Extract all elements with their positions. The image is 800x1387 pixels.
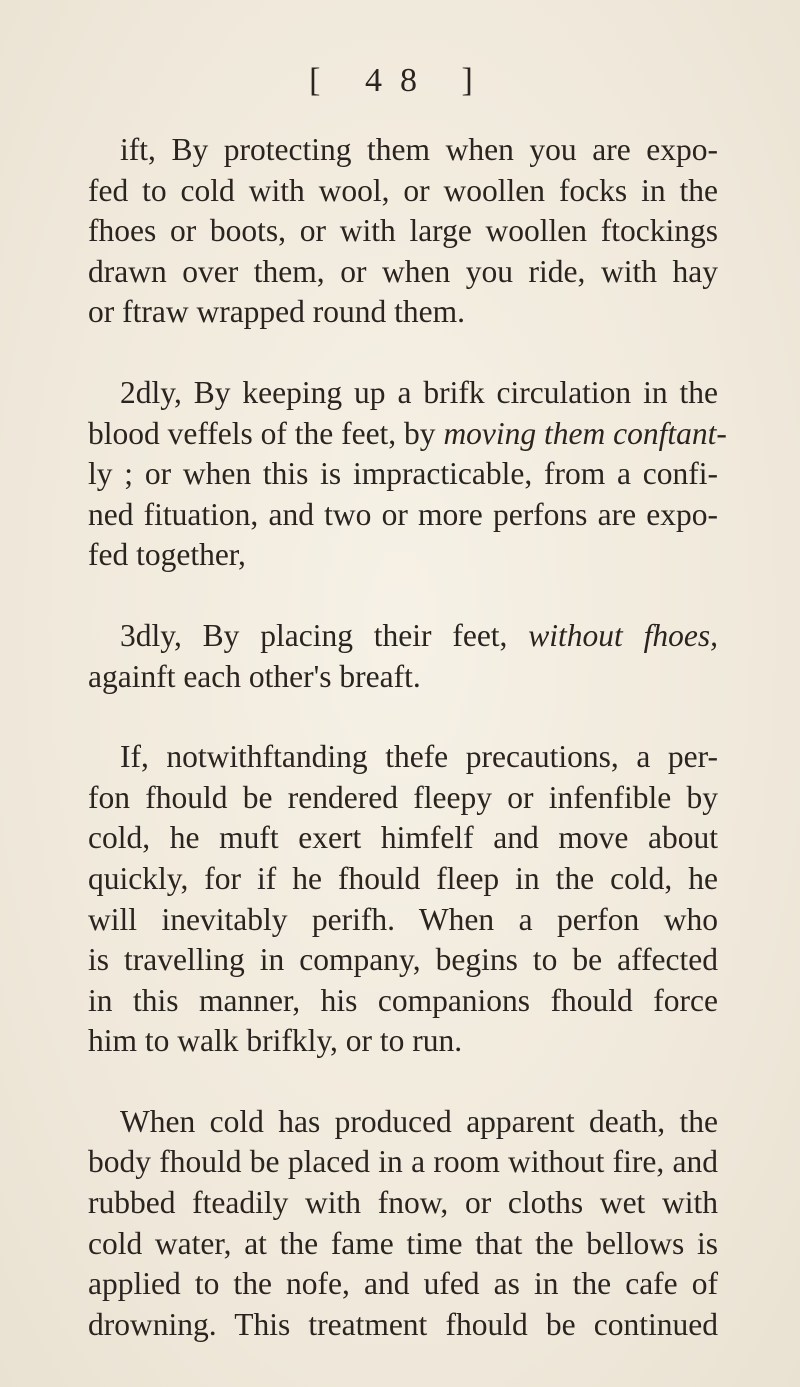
text-line: fon fhould be rendered fleepy or infenfible by — [88, 779, 718, 815]
text-line: cold water, at the fame time that the bellows is — [88, 1225, 718, 1261]
text-line: or ftraw wrapped round them. — [88, 294, 466, 330]
body-text — [88, 130, 727, 1345]
paragraph-3 — [88, 616, 718, 697]
text-line: applied to the nofe, and ufed as in the cafe of — [88, 1266, 718, 1302]
page-number-header: [ 48 ] — [309, 62, 491, 99]
text-segment: 3dly, By placing their feet, — [120, 617, 529, 653]
text-line: fhoes or boots, or with large woollen ftockings — [88, 213, 718, 249]
text-line: ned fituation, and two or more perfons are expo- — [88, 496, 718, 532]
paragraph-1 — [88, 130, 718, 333]
text-line: 2dly, By keeping up a brifk circulation in the — [120, 374, 718, 410]
text-line: When cold has produced apparent death, the — [120, 1103, 718, 1139]
text-line: rubbed fteadily with fnow, or cloths wet with — [88, 1185, 718, 1221]
text-line: him to walk brifkly, or to run. — [88, 1023, 463, 1059]
paragraph-2 — [88, 373, 727, 576]
text-line: cold, he muft exert himfelf and move about — [88, 820, 718, 856]
italic-text: without fhoes, — [528, 617, 718, 653]
text-line — [88, 414, 727, 455]
text-line: ift, By protecting them when you are expo- — [120, 132, 718, 167]
text-line: drowning. This treatment fhould be continued — [88, 1306, 718, 1342]
text-line: againft each other's breaft. — [88, 658, 421, 694]
text-line: If, notwithftanding thefe precautions, a per- — [120, 739, 718, 775]
paragraph-4 — [88, 737, 718, 1062]
text-segment: blood veffels of the feet, by — [88, 415, 444, 451]
text-line: ly ; or when this is impracticable, from a confi- — [88, 456, 718, 492]
paragraph-5 — [88, 1102, 718, 1346]
text-line: drawn over them, or when you ride, with hay — [88, 253, 718, 289]
text-line: fed to cold with wool, or woollen focks in the — [88, 172, 718, 208]
text-line: in this manner, his companions fhould force — [88, 982, 718, 1018]
text-line: body fhould be placed in a room without fire, and — [88, 1144, 718, 1180]
italic-text: moving them conftant- — [443, 415, 727, 451]
text-line — [88, 616, 718, 657]
text-line: is travelling in company, begins to be affected — [88, 942, 718, 978]
text-line: fed together, — [88, 537, 246, 573]
text-line: will inevitably perifh. When a perfon who — [88, 901, 718, 937]
text-line: quickly, for if he fhould fleep in the cold, he — [88, 860, 718, 896]
